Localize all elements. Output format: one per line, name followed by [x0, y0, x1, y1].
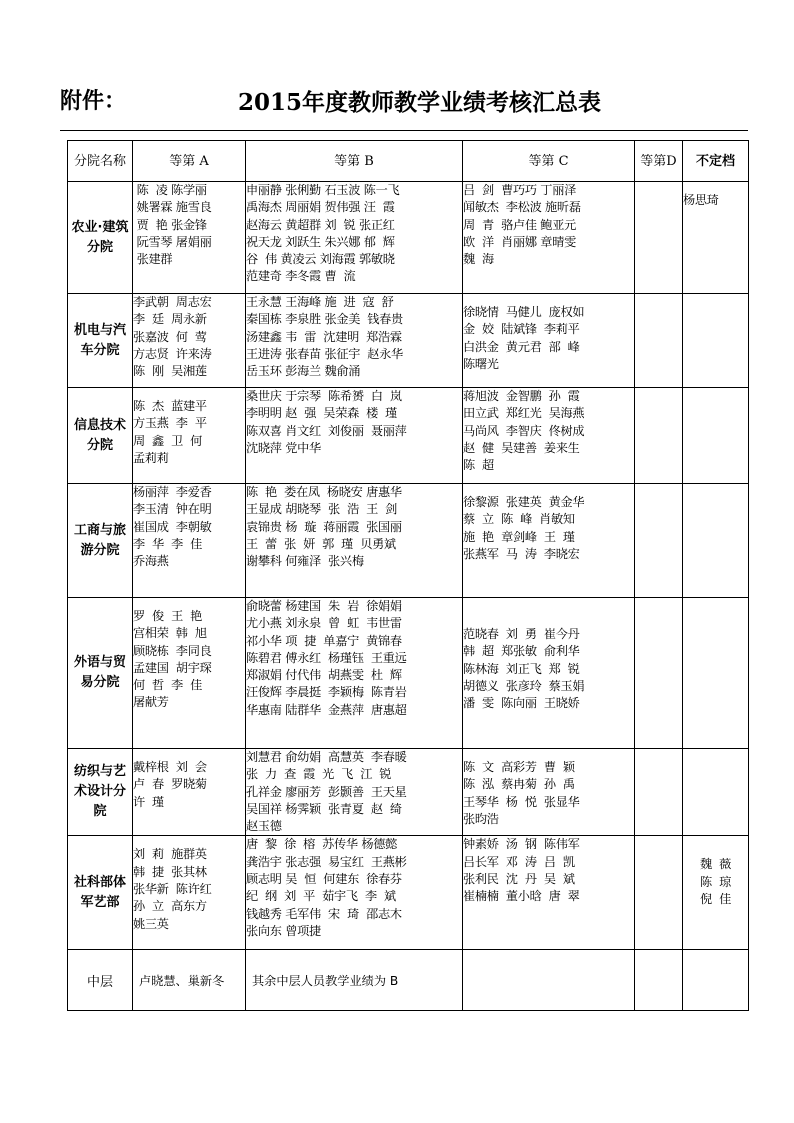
table-row [68, 749, 749, 836]
grade-c-names: 徐黎源 张建英 黄金华 蔡 立 陈 峰 肖敏知 施 艳 章剑峰 王 瑾 张燕军 马 涛 李晓宏 [463, 495, 585, 561]
undecided-names: 杨思琦 [683, 193, 719, 207]
grade-a-names: 李武朝 周志宏 李 廷 周永新 张嘉波 何 莺 方志贤 许来涛 陈 刚 吴湘莲 [133, 295, 212, 379]
grade-c-names: 陈 文 高彩芳 曹 颖 陈 泓 蔡冉菊 孙 禹 王琴华 杨 悦 张显华 张昀浩 [463, 760, 580, 826]
grade-c-names: 钟素娇 汤 钢 陈伟军 吕长军 邓 涛 吕 凯 张利民 沈 丹 吴 斌 崔楠楠 董小晗 唐 翠 [463, 837, 580, 904]
col-header-college: 分院名称 [68, 141, 133, 182]
college-name: 中层 [68, 950, 133, 1011]
grade-b-names: 王永慧 王海峰 施 进 寇 舒 秦国栋 李泉胜 张金美 钱春贵 汤建鑫 韦 雷 沈建明 郑浩霖 王进涛 张春苗 张征宇 赵永华 岳玉环 彭海兰 魏俞涌 [246, 295, 403, 379]
grade-a-names: 卢晓慧、巢新冬 [133, 950, 246, 1011]
table-row [68, 598, 749, 749]
college-name: 社科部体军艺部 [68, 836, 133, 950]
grade-b-names: 桑世庆 于宗琴 陈希赟 白 岚 李明明 赵 强 吴荣森 楼 瑾 陈双喜 肖文红 刘俊丽 聂丽萍 沈晓萍 党中华 [246, 389, 407, 455]
grade-c-names: 范晓春 刘 勇 崔今丹 韩 超 郑张敏 俞利华 陈林海 刘正飞 郑 锐 胡德义 张彦玲 蔡玉娟 潘 雯 陈向丽 王晓娇 [463, 627, 585, 711]
grade-b-names: 俞晓蕾 杨建国 朱 岩 徐娟娟 尤小燕 刘永泉 曾 虹 韦世雷 祁小华 项 捷 单嘉宁 黄锦春 陈碧君 傅永红 杨瑾钰 王重远 郑淑娟 付代伟 胡燕雯 杜 辉 汪俊辉 李晨挺 李颖梅 陈青岩 华惠南 陆群华 金燕萍 唐惠超 [246, 599, 407, 717]
college-name: 机电与汽车分院 [68, 294, 133, 388]
college-name: 信息技术分院 [68, 388, 133, 484]
table-row [68, 484, 749, 598]
col-header-undecided: 不定档 [683, 141, 749, 182]
grade-a-names: 罗 俊 王 艳 宫相荣 韩 旭 顾晓栋 李同良 孟建国 胡宇琛 何 哲 李 佳 屠献芳 [133, 609, 212, 710]
table-row [68, 182, 749, 294]
grade-a-names: 刘 莉 施群英 韩 捷 张其林 张华新 陈许红 孙 立 高东方 姚三英 [133, 847, 212, 931]
col-header-grade-d: 等第D [635, 141, 683, 182]
college-name: 工商与旅游分院 [68, 484, 133, 598]
col-header-grade-a: 等第 A [133, 141, 246, 182]
grade-a-names: 杨丽萍 李爱香 李玉清 钟在明 崔国成 李朝敏 李 华 李 佳 乔海燕 [133, 485, 212, 569]
college-name: 纺织与艺术设计分院 [68, 749, 133, 836]
table-row [68, 388, 749, 484]
grade-a-names: 陈 杰 蓝建平 方玉燕 李 平 周 鑫 卫 何 孟莉莉 [133, 399, 207, 465]
grade-b-names: 申丽静 张俐勤 石玉波 陈一飞 禹海杰 周丽娟 贺伟强 汪 霞 赵海云 黄超群 刘 锐 张正红 祝天龙 刘跃生 朱兴娜 郁 辉 谷 伟 黄凌云 刘海霞 郭敏晓 范建奇 李冬霞 曹 流 [246, 183, 400, 284]
title-rule [60, 130, 748, 131]
grade-c-names: 吕 剑 曹巧巧 丁丽泽 闻敏杰 李松波 施昕磊 周 青 骆卢佳 鲍亚元 欧 洋 肖丽娜 章晴雯 魏 海 [463, 183, 581, 267]
grade-b-names: 其余中层人员教学业绩为 B [246, 950, 463, 1011]
undecided-names [683, 950, 749, 1011]
grade-a-names: 陈 凌 陈学丽 姚署霖 施雪良 贾 艳 张金锋 阮雪琴 屠娟丽 张建群 [136, 183, 212, 267]
attachment-label: 附件： [60, 89, 127, 114]
grade-a-names: 戴梓根 刘 会 卢 春 罗晓菊 许 瑾 [133, 760, 207, 809]
page-title: 2015年度教师教学业绩考核汇总表 [238, 89, 602, 116]
college-name: 外语与贸易分院 [68, 598, 133, 749]
grade-c-names: 徐晓情 马健儿 庞权如 金 姣 陆斌锋 李莉平 白洪金 黄元君 部 峰 陈曙光 [463, 305, 585, 371]
undecided-names: 魏 薇 陈 琼 倪 佳 [700, 857, 731, 907]
table-row [68, 950, 749, 1011]
grade-c-names: 蒋旭波 金智鹏 孙 霞 田立武 郑红光 吴海燕 马尚风 李智庆 佟树成 赵 健 吴建善 姜来生 陈 超 [463, 389, 585, 473]
grade-b-names: 陈 艳 娄在凤 杨晓安 唐惠华 王显成 胡晓琴 张 浩 王 剑 袁锦贵 杨 璇 蒋丽霞 张国丽 王 蕾 张 妍 郭 瑾 贝勇斌 谢攀科 何雍泽 张兴梅 [246, 485, 402, 569]
header-row [68, 141, 749, 182]
col-header-grade-c: 等第 C [463, 141, 635, 182]
table-row [68, 836, 749, 950]
grade-d-names [635, 950, 683, 1011]
summary-table [67, 140, 749, 1011]
grade-b-names: 唐 黎 徐 榕 苏传华 杨德懿 龚浩宇 张志强 易宝红 王燕彬 顾志明 吴 恒 何建东 徐春芬 纪 纲 刘 平 茹宇飞 李 斌 钱越秀 毛军伟 宋 琦 邵志木 张向东 曾项捷 [246, 837, 407, 938]
title-row [60, 84, 740, 124]
college-name: 农业·建筑分院 [68, 182, 133, 294]
col-header-grade-b: 等第 B [246, 141, 463, 182]
grade-c-names [463, 950, 635, 1011]
table-row [68, 294, 749, 388]
grade-b-names: 刘慧君 俞幼娟 高慧英 李春暖 张 力 查 霞 光 飞 江 锐 孔祥金 廖丽芳 彭颢善 王天星 吴国祥 杨霁颖 张青夏 赵 绮 赵玉德 [246, 750, 407, 834]
